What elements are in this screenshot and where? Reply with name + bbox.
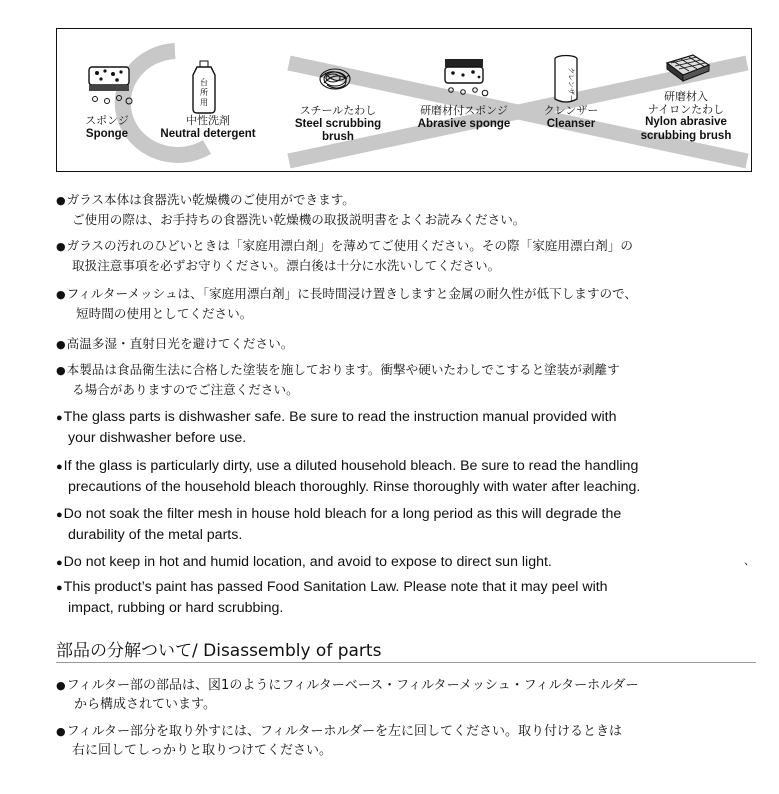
care-item-jp-label: 中性洗剤 xyxy=(186,114,230,127)
note-en-storage xyxy=(56,552,552,573)
care-item-en-label: brush xyxy=(322,130,354,143)
bullet-icon: ● xyxy=(56,725,66,738)
care-item-en-label: Cleanser xyxy=(546,117,596,130)
section-title-disassembly: 部品の分解ついて/ Disassembly of parts xyxy=(56,641,382,661)
care-item-en-label: scrubbing brush xyxy=(640,129,732,142)
bullet-icon: ● xyxy=(56,288,66,301)
care-item-en-label: Neutral detergent xyxy=(160,127,256,140)
note-line: durability of the metal parts. xyxy=(68,527,243,543)
note-en-bleach xyxy=(56,456,640,497)
care-item-jp-label: スポンジ xyxy=(85,114,129,127)
bullet-icon: ● xyxy=(56,240,66,253)
care-item-steel-brush xyxy=(283,105,393,144)
note-en-paint xyxy=(56,577,608,618)
note-line: your dishwasher before use. xyxy=(68,430,247,446)
care-item-sponge xyxy=(71,115,143,141)
care-item-jp-label: ナイロンたわし xyxy=(647,102,725,116)
note-jp-bleach xyxy=(56,236,633,275)
care-item-en-label: Nylon abrasive xyxy=(645,116,727,129)
bullet-icon: ● xyxy=(56,194,66,207)
note-jp-paint xyxy=(56,360,620,399)
note-line: 本製品は食品衛生法に合格した塗装を施しております。衝撃や硬いたわしでこすると塗装が剥離す xyxy=(66,362,620,377)
bullet-icon: ● xyxy=(56,582,63,594)
bullet-icon: ● xyxy=(56,412,63,424)
note-line: ガラス本体は食器洗い乾燥機のご使用ができます。 xyxy=(66,192,355,207)
cleanser-can-icon xyxy=(555,56,577,103)
care-instructions-box xyxy=(56,28,752,172)
note-en-filter-mesh xyxy=(56,504,621,545)
care-item-jp-label: 研磨材入 xyxy=(664,90,708,103)
note-line: ガラスの汚れのひどいときは「家庭用漂白剤」を薄めてご使用ください。その際「家庭用漂白剤」の xyxy=(66,238,633,253)
note-line: る場合がありますのでご注意ください。 xyxy=(72,382,299,397)
note-line: フィルター部の部品は、図1のようにフィルターベース・フィルターメッシュ・フィルターホルダー xyxy=(66,678,639,693)
bullet-icon: ● xyxy=(56,509,63,521)
note-line: impact, rubbing or hard scrubbing. xyxy=(68,600,284,616)
svg-text:用: 用 xyxy=(200,98,208,107)
care-item-jp-label: クレンザー xyxy=(543,104,599,117)
care-item-cleanser xyxy=(531,105,611,131)
stray-mark: 、 xyxy=(744,554,755,567)
care-item-nylon-brush xyxy=(625,91,747,143)
note-line: フィルター部分を取り外すには、フィルターホルダーを左に回してください。取り付けるときは xyxy=(66,724,622,739)
note-line: Do not soak the filter mesh in house hold bleach for a long period as this will degrade the xyxy=(63,506,622,522)
note-line: から構成されています。 xyxy=(74,697,216,712)
svg-text:クレンザー: クレンザー xyxy=(567,67,575,102)
note-disassembly-remove xyxy=(56,722,622,760)
note-line: The glass parts is dishwasher safe. Be sure to read the instruction manual provided with xyxy=(63,409,617,425)
note-line: precautions of the household bleach thoroughly. Rinse thoroughly with water after leaching. xyxy=(68,479,641,495)
care-item-jp-label: スチールたわし xyxy=(299,104,377,117)
section-divider xyxy=(56,662,756,663)
bullet-icon: ● xyxy=(56,679,66,692)
care-item-en-label: Abrasive sponge xyxy=(417,117,511,130)
care-item-neutral-detergent xyxy=(147,115,269,141)
note-line: フィルターメッシュは、「家庭用漂白剤」に長時間浸け置きしますと金属の耐久性が低下しますので、 xyxy=(66,286,637,301)
note-line: ご使用の際は、お手持ちの食器洗い乾燥機の取扱説明書をよくお読みください。 xyxy=(72,212,526,227)
svg-text:所: 所 xyxy=(200,88,208,97)
care-item-en-label: Sponge xyxy=(85,127,129,140)
care-item-abrasive-sponge xyxy=(401,105,527,131)
note-jp-dishwasher xyxy=(56,190,525,229)
bullet-icon: ● xyxy=(56,338,66,351)
note-jp-filter-mesh xyxy=(56,284,637,323)
detergent-bottle-icon xyxy=(193,61,215,113)
note-disassembly-parts xyxy=(56,676,639,714)
note-line: 右に回してしっかりと取りつけてください。 xyxy=(72,743,333,758)
note-line: If the glass is particularly dirty, use a diluted household bleach. Be sure to read the handling xyxy=(63,458,639,474)
note-line: 高温多湿・直射日光を避けてください。 xyxy=(66,336,294,351)
note-line: Do not keep in hot and humid location, and avoid to expose to direct sun light. xyxy=(63,554,552,570)
care-item-en-label: Steel scrubbing xyxy=(294,117,382,130)
note-en-dishwasher xyxy=(56,407,616,448)
note-line: 短時間の使用としてください。 xyxy=(76,306,253,321)
note-jp-storage xyxy=(56,334,293,354)
bullet-icon: ● xyxy=(56,461,63,473)
note-line: 取扱注意事項を必ずお守りください。漂白後は十分に水洗いしてください。 xyxy=(72,258,501,273)
bullet-icon: ● xyxy=(56,557,63,569)
care-item-jp-label: 研磨材付スポンジ xyxy=(420,104,508,117)
svg-text:台: 台 xyxy=(200,78,208,87)
bullet-icon: ● xyxy=(56,364,66,377)
note-line: This product’s paint has passed Food Sanitation Law. Please note that it may peel with xyxy=(63,579,608,595)
